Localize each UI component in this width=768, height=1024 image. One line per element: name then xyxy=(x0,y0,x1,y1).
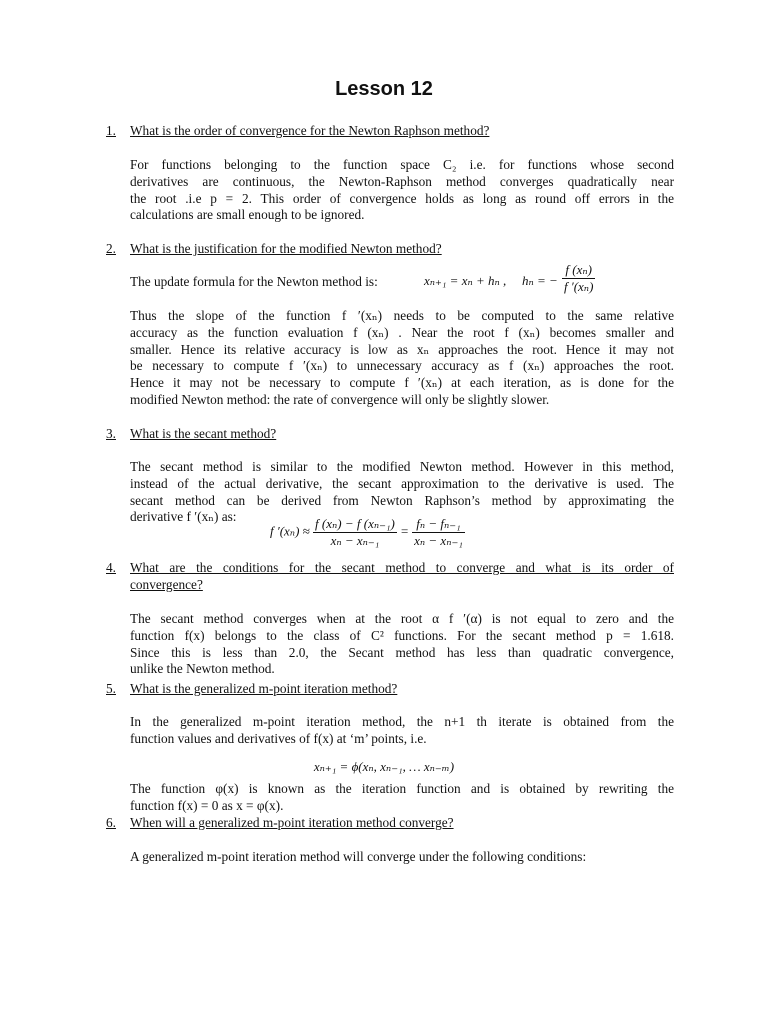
question-text: What is the order of convergence for the Newton Raphson method? xyxy=(130,123,490,138)
answer-line: function values and derivatives of f(x) at ‘m’ points, i.e. xyxy=(130,730,427,746)
h-formula: hₙ = − xyxy=(522,273,558,288)
question-number: 2. xyxy=(106,241,116,256)
answer-line: calculations are small enough to be ignored. xyxy=(130,207,365,223)
answer-line: Hence it may not be necessary to compute f ′(xₙ) at each iteration, as is done for the xyxy=(130,375,674,391)
question-text: convergence? xyxy=(130,576,203,592)
question-text: What is the justification for the modified Newton method? xyxy=(130,241,442,256)
answer-line: In the generalized m-point iteration method, the n+1 th iterate is obtained from the xyxy=(130,714,674,729)
answer-line: secant method can be derived from Newton Raphson’s method by approximating the xyxy=(130,492,674,508)
equals-sign: = xyxy=(400,523,409,539)
answer-line: be necessary to compute f ′(xₙ) to unnecessary accuracy as f (xₙ) approaches the root. xyxy=(130,358,674,374)
answer-line: The secant method converges when at the root α f ′(α) is not equal to zero and the xyxy=(130,611,674,626)
question-text: What are the conditions for the secant method to converge and what is its order of xyxy=(130,560,674,575)
page-title: Lesson 12 xyxy=(335,78,433,100)
question-text: What is the generalized m-point iteration method? xyxy=(130,681,398,696)
question-number: 1. xyxy=(106,123,116,138)
answer-line: modified Newton method: the rate of convergence will only be slightly slower. xyxy=(130,391,550,407)
answer-line: unlike the Newton method. xyxy=(130,661,275,677)
question-number: 6. xyxy=(106,815,116,830)
fraction-numerator: f (xₙ) xyxy=(562,262,595,279)
h-fraction xyxy=(562,262,595,295)
answer-line: derivatives are continuous, the Newton-Raphson method converges quadratically near xyxy=(130,173,674,189)
fraction-denominator: xₙ − xₙ₋₁ xyxy=(414,533,463,548)
secant-formula xyxy=(270,516,465,549)
fraction-denominator: xₙ − xₙ₋₁ xyxy=(330,533,380,548)
question-number: 4. xyxy=(106,560,116,575)
answer-line: instead of the actual derivative, the secant approximation to the derivative is used. The xyxy=(130,475,674,491)
answer-5-continued xyxy=(130,781,674,815)
answer-line: Since this is less than 2.0, the Secant method has less than quadratic convergence, xyxy=(130,644,674,660)
question-text: When will a generalized m-point iteration method converge? xyxy=(130,815,454,830)
answer-line: function f(x) = 0 as x = φ(x). xyxy=(130,797,284,813)
question-6 xyxy=(106,815,674,832)
answer-line: derivative f ′(xₙ) as: xyxy=(130,509,237,525)
question-text: What is the secant method? xyxy=(130,426,277,441)
update-formula: xₙ₊₁ = xₙ + hₙ , xyxy=(424,273,507,288)
question-1 xyxy=(106,123,674,140)
answer-6: A generalized m-point iteration method will converge under the following conditions: xyxy=(130,849,587,864)
fraction-denominator: f ′(xₙ) xyxy=(564,279,594,294)
answer-line: function f(x) belongs to the class of C² functions. For the secant method p = 1.618. xyxy=(130,627,674,643)
question-2 xyxy=(106,241,674,258)
update-formula-intro: The update formula for the Newton method is: xyxy=(130,274,378,289)
question-3 xyxy=(106,426,674,443)
answer-line: Thus the slope of the function f ′(xₙ) needs to be computed to the same relative xyxy=(130,308,674,323)
fraction-numerator: fₙ − fₙ₋₁ xyxy=(412,516,465,533)
answer-line: For functions belonging to the function space C₂ i.e. for functions whose second xyxy=(130,157,674,172)
question-5 xyxy=(106,681,674,698)
answer-line: the root .i.e p = 2. This order of convergence holds as long as round off errors in the xyxy=(130,190,674,206)
answer-line: accuracy as the function evaluation f (xₙ) . Near the root f (xₙ) becomes smaller and xyxy=(130,324,674,340)
answer-line: The function φ(x) is known as the iteration function and is obtained by rewriting the xyxy=(130,781,674,796)
question-4 xyxy=(106,560,674,594)
question-number: 3. xyxy=(106,426,116,441)
answer-line: smaller. Hence its relative accuracy is low as xₙ approaches the root. Hence it may not xyxy=(130,341,674,357)
question-number: 5. xyxy=(106,681,116,696)
answer-line: The secant method is similar to the modified Newton method. However in this method, xyxy=(130,459,674,474)
secant-lhs: f ′(xₙ) ≈ xyxy=(270,523,310,539)
m-point-formula: xₙ₊₁ = ϕ(xₙ, xₙ₋₁, … xₙ₋ₘ) xyxy=(313,759,455,774)
fraction-numerator: f (xₙ) − f (xₙ₋₁) xyxy=(315,516,395,531)
answer-5 xyxy=(130,714,674,748)
answer-1 xyxy=(130,157,674,224)
answer-2 xyxy=(130,308,674,409)
answer-4 xyxy=(130,611,674,678)
